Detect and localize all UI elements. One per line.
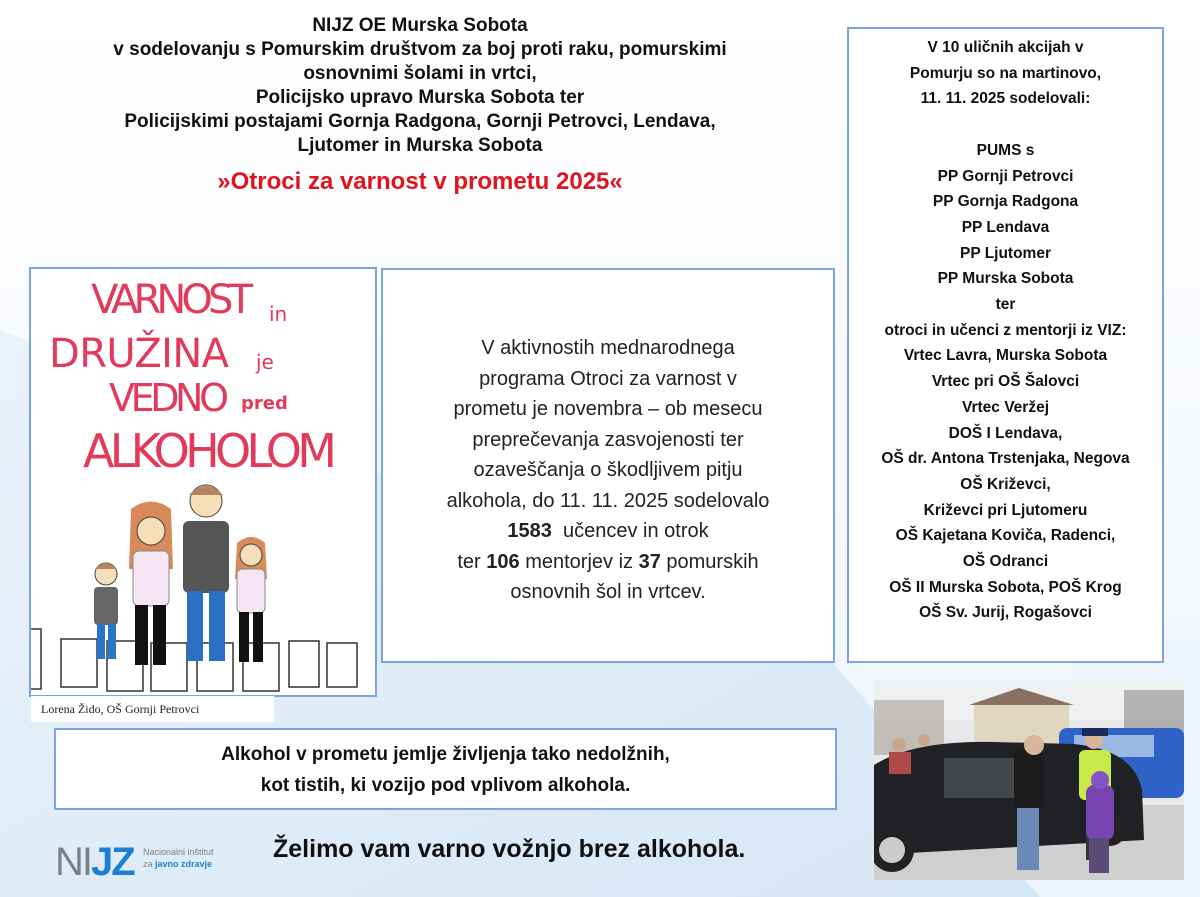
mentors-text: mentorjev iz [519,550,639,573]
figure-woman [129,502,173,666]
campaign-title: »Otroci za varnost v prometu 2025« [217,168,623,195]
header-line: Policijskimi postajami Gornja Radgona, Gornji Petrovci, Lendava, [124,111,716,132]
participant-item: Vrtec pri OŠ Šalovci [931,373,1080,391]
figure-boy [94,563,118,659]
summary-line: osnovnih šol in vrtcev. [510,581,706,604]
drawing-word: in [269,302,288,326]
participant-item: DOŠ I Lendava, [948,424,1063,442]
drawing-word: DRUŽINA [49,331,229,377]
participant-item: OŠ dr. Antona Trstenjaka, Negova [881,450,1130,468]
intro-line: 11. 11. 2025 sodelovali: [920,90,1091,108]
logo-text-line: Nacionalni inštitut [143,847,214,857]
participant-item: Vrtec Veržej [961,398,1050,416]
participant-item: Križevci pri Ljutomeru [923,501,1088,519]
participant-item: PP Gornji Petrovci [937,167,1074,185]
nijz-logo [55,840,245,890]
figure-man [183,485,229,661]
participant-item: otroci in učenci z mentorji iz VIZ: [884,321,1127,339]
header-line: Ljutomer in Murska Sobota [297,135,543,156]
schools-text: pomurskih [660,550,759,573]
header-line: NIJZ OE Murska Sobota [312,15,528,36]
participant-item: PP Murska Sobota [937,270,1074,288]
quote-box [54,728,837,810]
drawing-word: pred [241,393,288,414]
child-drawing [29,267,377,697]
slogan: Želimo vam varno vožnjo brez alkohola. [273,835,746,863]
header-line: v sodelovanju s Pomurskim društvom za boj proti raku, pomurskimi [113,39,727,60]
participant-item: PUMS s [976,141,1035,159]
photo-illustration [874,680,1184,880]
header-line: osnovnimi šolami in vrtci, [303,63,537,84]
participant-item: Vrtec Lavra, Murska Sobota [903,347,1108,365]
activity-summary [381,268,835,663]
summary-line: V aktivnostih mednarodnega [481,337,735,360]
participant-item: OŠ Kajetana Koviča, Radenci, [895,527,1116,545]
participant-item: OŠ Križevci, [960,475,1051,493]
summary-line: preprečevanja zasvojenosti ter [472,428,744,451]
header-line: Policijsko upravo Murska Sobota ter [255,87,585,108]
drawing-word: ALKOHOLOM [83,424,337,478]
participant-item: ter [995,296,1016,314]
quote-line: Alkohol v prometu jemlje življenja tako nedolžnih, [221,744,670,765]
quote-line: kot tistih, ki vozijo pod vplivom alkohola. [260,775,631,796]
drawing-caption: Lorena Žido, OŠ Gornji Petrovci [31,696,274,722]
summary-line: prometu je novembra – ob mesecu [453,398,763,421]
participant-item: PP Lendava [961,218,1050,236]
header [0,14,840,198]
logo-text [143,846,214,870]
participant-item: OŠ Odranci [962,553,1049,571]
mentors-count: 106 [486,550,520,573]
schools-count: 37 [638,550,661,573]
intro-line: Pomurju so na martinovo, [909,64,1102,82]
logo-ni: NI [55,840,91,884]
summary-line: programa Otroci za varnost v [479,367,737,390]
drawing-illustration [31,269,375,695]
drawing-word: VEDNO [109,376,229,420]
logo-jz: JZ [91,840,134,884]
pupils-text: učencev in otrok [551,520,709,543]
participants-list [847,27,1164,663]
participant-item: OŠ II Murska Sobota, POŠ Krog [889,578,1122,596]
event-photo [874,680,1184,880]
summary-line: alkohola, do 11. 11. 2025 sodelovalo [446,489,770,512]
logo-text-blue: javno zdravje [155,859,213,869]
participant-item: OŠ Sv. Jurij, Rogašovci [919,604,1092,622]
drawing-word: VARNOST [91,277,253,323]
logo-text-za: za [143,859,156,869]
pupils-count: 1583 [507,520,552,543]
participant-item: PP Ljutomer [959,244,1051,262]
drawing-word: je [256,350,274,374]
ter-text: ter [457,550,487,573]
nijz-logo-mark [55,840,134,884]
intro-line: V 10 uličnih akcijah v [927,39,1084,56]
summary-line: ozaveščanja o škodljivem pitju [473,459,743,482]
participant-item: PP Gornja Radgona [932,193,1079,211]
